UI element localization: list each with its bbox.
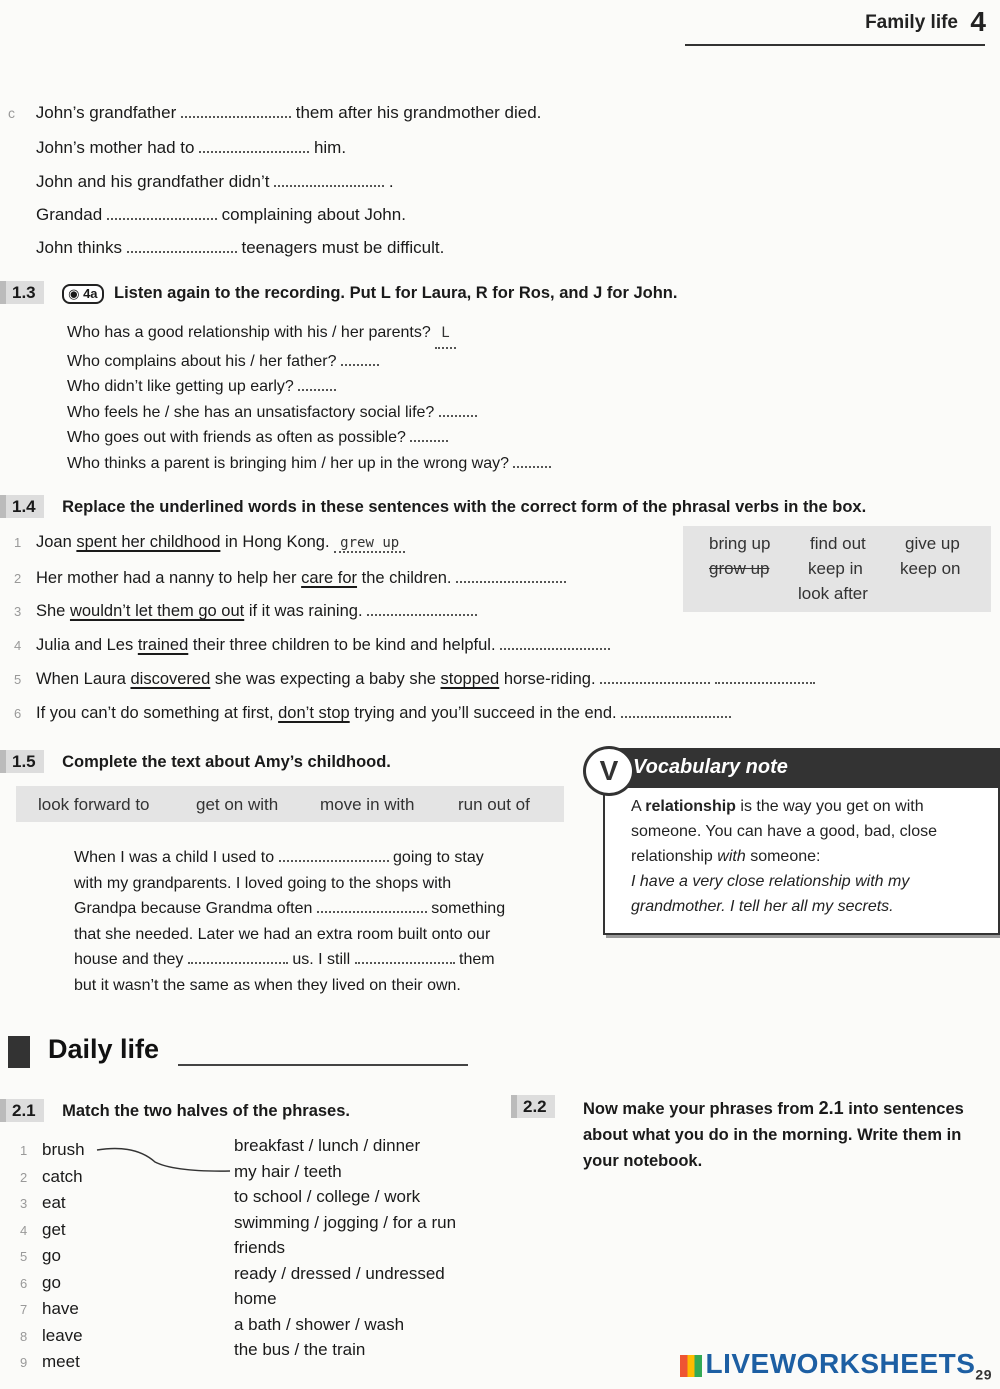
exercise-tag: 1.5 xyxy=(0,750,44,773)
answer-input[interactable] xyxy=(298,375,336,391)
ex14-item-3: 3 She wouldn’t let them go out if it was raining. xyxy=(14,600,477,621)
exercise-instruction: Listen again to the recording. Put L for Laura, R for Ros, and J for John. xyxy=(113,284,678,302)
match-left-item[interactable]: 9 meet xyxy=(20,1352,80,1371)
ex14-item-5: 5 When Laura discovered she was expecting a baby she stopped horse-riding. xyxy=(14,668,815,689)
ex15-text: When I was a child I used to going to stay with my grandparents. I loved going to the shops with Grandpa because Grandma often something that she needed. Later we had an extra room built onto our house and they us. I still them but it wasn’t the same as when they lived on their own. xyxy=(74,845,574,998)
vocab-body: A relationship is the way you get on with someone. You can have a good, bad, close relationship with someone: I have a very close relationship with my grandmother. I tell her all my secrets. xyxy=(631,798,938,915)
match-left-item[interactable]: 8 leave xyxy=(20,1325,83,1345)
ex13-header xyxy=(0,283,677,304)
list-item: Who feels he / she has an unsatisfactory social life? xyxy=(67,400,551,426)
answer-input[interactable] xyxy=(439,401,477,417)
exercise-instruction: Now make your phrases from 2.1 into sentences about what you do in the morning. Write them in your notebook. xyxy=(583,1098,964,1170)
match-left-item[interactable]: 1 brush xyxy=(20,1140,85,1159)
match-right-item[interactable]: friends xyxy=(234,1238,286,1257)
header-rule xyxy=(685,44,985,46)
answer-input[interactable] xyxy=(715,668,815,684)
match-left-item[interactable]: 7 have xyxy=(20,1299,79,1318)
list-item: Who thinks a parent is bringing him / her up in the wrong way? xyxy=(67,451,551,477)
vocab-title: Vocabulary note xyxy=(633,756,788,778)
blank-input[interactable] xyxy=(188,948,288,964)
match-right-item[interactable]: ready / dressed / undressed xyxy=(234,1263,445,1283)
ex13-list xyxy=(67,320,551,476)
answer-input[interactable] xyxy=(600,668,710,684)
vocab-header xyxy=(599,750,998,788)
logo-grid-icon xyxy=(680,1355,702,1377)
liveworksheets-logo[interactable]: $LIVEWORKSHEETS_{29}$ xyxy=(680,1348,993,1383)
exercise-instruction: Complete the text about Amy’s childhood. xyxy=(62,753,391,771)
exercise-tag: 2.2 xyxy=(511,1095,555,1118)
list-item: Who didn’t like getting up early? xyxy=(67,374,551,400)
audio-track-badge[interactable]: ◉ 4a xyxy=(62,284,103,304)
blank-input[interactable] xyxy=(199,137,309,153)
match-right-item[interactable]: breakfast / lunch / dinner xyxy=(234,1136,421,1155)
ex22-tag-wrap xyxy=(511,1097,555,1117)
match-connector-line xyxy=(95,1140,235,1180)
ex12-item-g: John thinks teenagers must be difficult. xyxy=(36,238,445,257)
ex15-header xyxy=(0,752,391,772)
answer-input[interactable] xyxy=(341,350,379,366)
list-item: Who goes out with friends as often as possible? xyxy=(67,425,551,451)
answer-input[interactable] xyxy=(513,452,551,468)
phrasal-verb-box: bring up find out give up grow up keep in keep on look after xyxy=(683,526,991,612)
blank-input[interactable] xyxy=(317,897,427,913)
match-right-item[interactable]: home xyxy=(234,1289,277,1308)
match-left-item[interactable]: 6 go xyxy=(20,1272,61,1292)
ex12-item-c: c John’s grandfather them after his grandmother died. xyxy=(8,103,542,122)
match-left-column xyxy=(20,1137,85,1376)
blank-input[interactable] xyxy=(279,846,389,862)
ex14-item-2: 2 Her mother had a nanny to help her care for the children. xyxy=(14,567,566,588)
match-right-item[interactable]: a bath / shower / wash xyxy=(234,1314,405,1334)
answer-input[interactable] xyxy=(621,702,731,718)
answer-input[interactable] xyxy=(500,634,610,650)
match-left-item[interactable]: 4 get xyxy=(20,1219,66,1239)
ex12-item-f: Grandad complaining about John. xyxy=(36,205,406,224)
blank-input[interactable] xyxy=(181,102,291,118)
section-title: Daily life xyxy=(48,1034,160,1064)
answer-input[interactable]: grew up xyxy=(334,535,405,553)
blank-input[interactable] xyxy=(107,204,217,220)
ex14-item-4: 4 Julia and Les trained their three children to be kind and helpful. xyxy=(14,634,610,655)
exercise-tag: 2.1 xyxy=(0,1099,44,1122)
exercise-instruction: Match the two halves of the phrases. xyxy=(62,1102,350,1120)
vocabulary-note xyxy=(599,748,1000,935)
exercise-tag: 1.4 xyxy=(0,495,44,518)
phrase-box: look forward to get on with move in with run out of xyxy=(16,786,564,822)
match-left-item[interactable]: 3 eat xyxy=(20,1193,66,1212)
match-right-item[interactable]: to school / college / work xyxy=(234,1187,421,1206)
section-heading xyxy=(8,1032,468,1068)
ex12-item-d: John’s mother had to him. xyxy=(36,138,347,157)
answer-input[interactable] xyxy=(367,600,477,616)
match-left-item[interactable]: 2 catch xyxy=(20,1166,83,1186)
list-item: Who has a good relationship with his / her parents? L xyxy=(67,320,551,349)
exercise-instruction: Replace the underlined words in these sentences with the correct form of the phrasal verbs in the box. xyxy=(62,498,867,516)
blank-input[interactable] xyxy=(274,171,384,187)
unit-title: Family life xyxy=(865,12,958,33)
ex14-item-6: 6 If you can’t do something at first, don’t stop trying and you’ll succeed in the end. xyxy=(14,702,731,723)
vocab-example: I have a very close relationship with my grandmother. I tell her all my secrets. xyxy=(631,873,910,915)
blank-input[interactable] xyxy=(355,948,455,964)
ex14-header xyxy=(0,497,866,517)
vocab-badge-icon: V xyxy=(583,746,635,796)
match-right-item[interactable]: swimming / jogging / for a run xyxy=(234,1212,457,1232)
match-right-column xyxy=(234,1133,456,1363)
match-right-item[interactable]: my hair / teeth xyxy=(234,1161,342,1181)
blank-input[interactable] xyxy=(127,237,237,253)
list-item: Who complains about his / her father? xyxy=(67,349,551,375)
match-left-item[interactable]: 5 go xyxy=(20,1246,61,1265)
answer-input[interactable] xyxy=(456,567,566,583)
answer-input[interactable] xyxy=(410,426,448,442)
match-right-item[interactable]: the bus / the train xyxy=(234,1340,366,1359)
ex21-header xyxy=(0,1101,350,1121)
ex12-item-e: John and his grandfather didn’t . xyxy=(36,172,394,191)
exercise-tag: 1.3 xyxy=(0,281,44,304)
answer-input[interactable]: L xyxy=(435,321,455,349)
unit-number: 4 xyxy=(970,6,986,37)
ex14-item-1: 1 Joan spent her childhood in Hong Kong. grew up xyxy=(14,533,405,553)
page-number: 29 xyxy=(975,1367,992,1383)
